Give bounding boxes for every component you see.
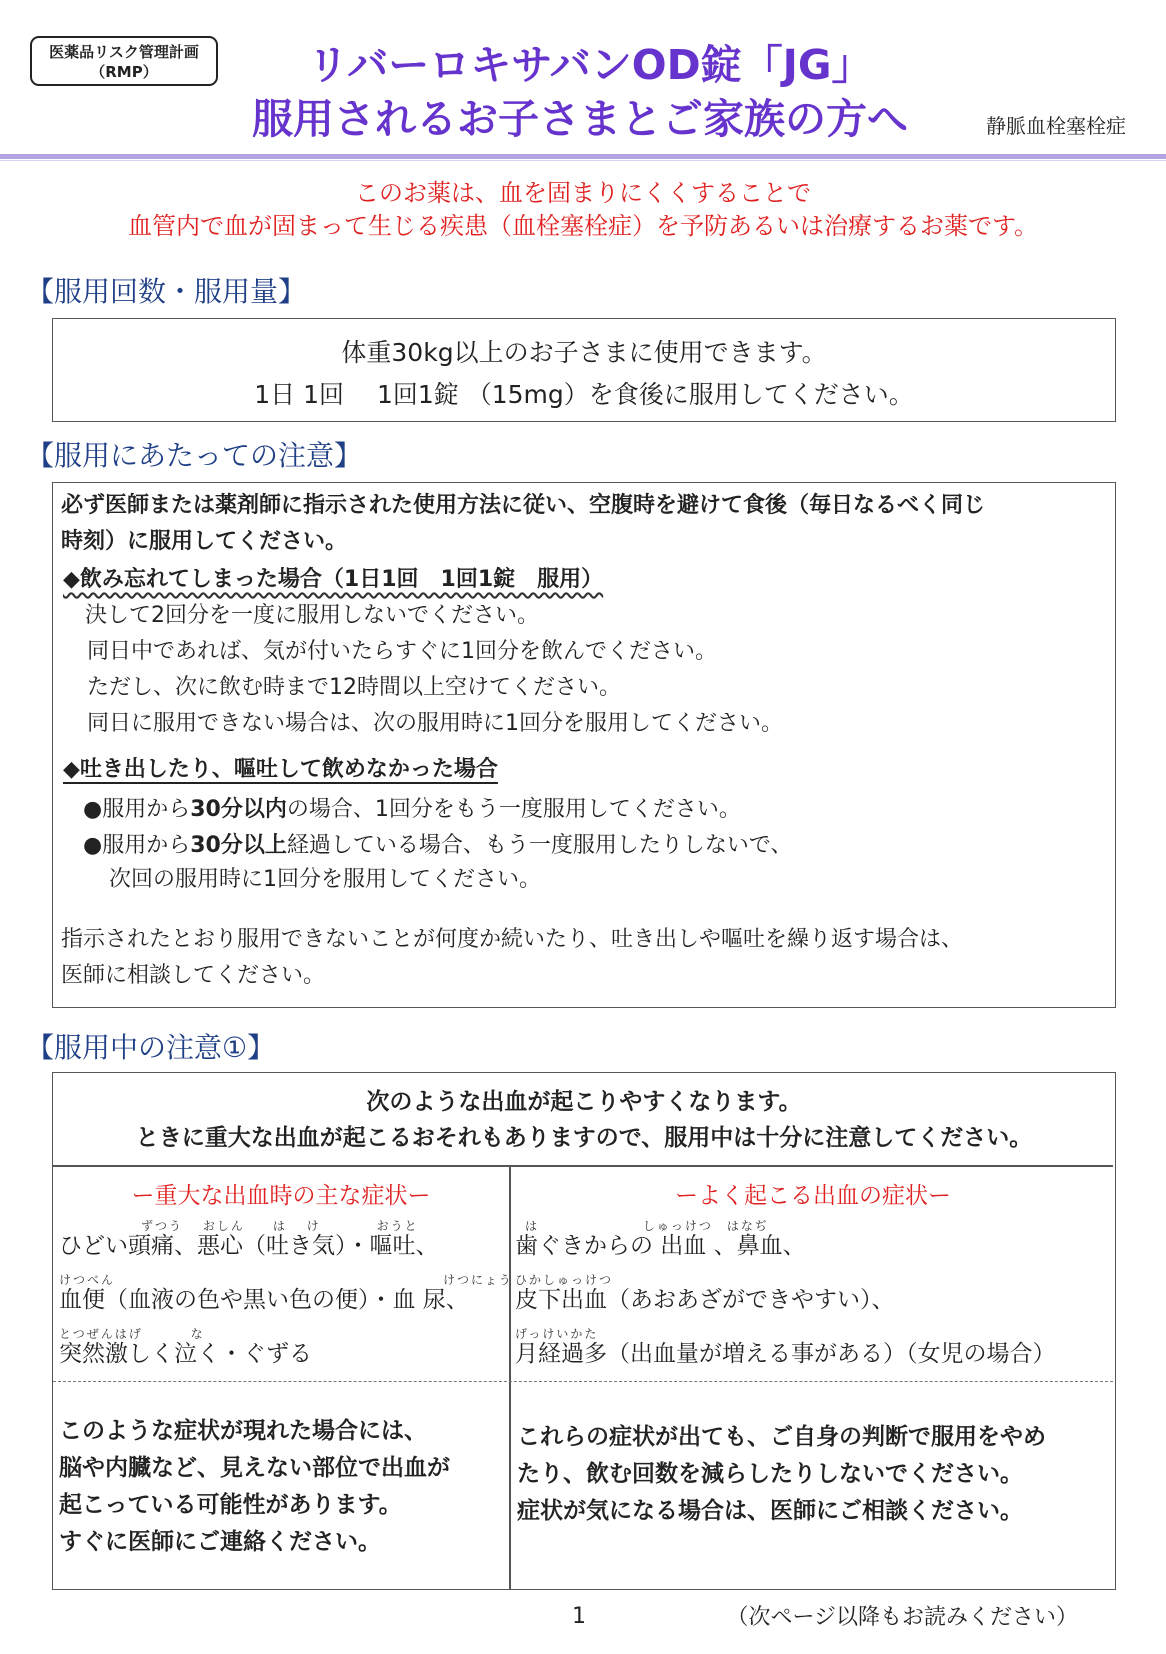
precautions-box	[52, 482, 1116, 1008]
during-alert-line2: ときに重大な出血が起こるおそれもありますので、服用中は十分に注意してください。	[135, 1125, 1033, 1151]
rmp-badge-line2: （RMP）	[90, 63, 158, 81]
vomit-item1	[83, 795, 741, 825]
left-column-title: ー重大な出血時の主な症状ー	[131, 1183, 431, 1209]
table-center-rule	[509, 1165, 511, 1589]
header-rule-thin	[0, 160, 1166, 161]
right-advice-line1: これらの症状が出ても、ご自身の判断で服用をやめ	[517, 1424, 1046, 1450]
right-symptom2: 皮下出血（あおあざができやすい）、	[515, 1287, 895, 1313]
right-ruby2: ひかしゅっけつ	[515, 1273, 614, 1287]
table-dashed-rule	[53, 1381, 1113, 1382]
right-column-title: ーよく起こる出血の症状ー	[675, 1183, 951, 1209]
vomit-item2-post: 経過している場合、もう一度服用したりしないで、	[286, 833, 793, 858]
right-advice-line3: 症状が気になる場合は、医師にご相談ください。	[517, 1498, 1023, 1524]
right-ruby1: は しゅっけつ はなぢ	[525, 1219, 769, 1233]
left-ruby1: ずつう おしん は け おうと	[141, 1219, 419, 1233]
vomit-item1-pre: ●服用から	[83, 797, 191, 822]
intro-line2: 血管内で血が固まって生じる疾患（血栓塞栓症）を予防あるいは治療するお薬です。	[127, 212, 1039, 240]
precautions-footer-line2: 医師に相談してください。	[61, 963, 326, 988]
precautions-footer-line1: 指示されたとおり服用できないことが何度か続いたり、吐き出しや嘔吐を繰り返す場合は、	[61, 927, 964, 952]
disease-label: 静脈血栓塞栓症	[986, 114, 1126, 138]
precautions-warning-line1: 必ず医師または薬剤師に指示された使用方法に従い、空腹時を避けて食後（毎日なるべく同じ	[61, 493, 986, 518]
vomit-item2-bold: 30分以上	[190, 833, 287, 858]
left-ruby3: とつぜんはげ な	[59, 1327, 205, 1341]
vomit-item2-cont: 次回の服用時に1回分を服用してください。	[109, 867, 541, 892]
precautions-warning-line2: 時刻）に服用してください。	[61, 529, 348, 554]
missed-dose-heading: ◆飲み忘れてしまった場合（1日1回 1回1錠 服用）	[63, 567, 604, 592]
page-title-line2: 服用されるお子さまとご家族の方へ	[252, 95, 908, 143]
continue-note: （次ページ以降もお読みください）	[726, 1605, 1078, 1630]
rmp-badge	[30, 36, 218, 86]
dosage-heading: 【服用回数・服用量】	[26, 275, 307, 308]
missed-dose-line1: 決して2回分を一度に服用しないでください。	[85, 603, 539, 628]
vomit-item1-bold: 30分以内	[190, 797, 287, 822]
left-symptom1: ひどい頭痛、悪心（吐き気）・嘔吐、	[59, 1233, 439, 1259]
left-ruby2b: けつにょう	[443, 1273, 513, 1287]
right-ruby3: げっけいかた	[515, 1327, 599, 1341]
vomit-item2-pre: ●服用から	[83, 833, 191, 858]
during-alert-line1: 次のような出血が起こりやすくなります。	[366, 1089, 802, 1115]
page-number: 1	[572, 1604, 586, 1629]
header-rule	[0, 154, 1166, 159]
vomit-item1-post: の場合、1回分をもう一度服用してください。	[286, 797, 741, 822]
left-advice-line2: 脳や内臓など、見えない部位で出血が	[59, 1455, 450, 1481]
during-box	[52, 1072, 1116, 1590]
dosage-line2: 1日 1回 1回1錠 （15mg）を食後に服用してください。	[254, 380, 914, 409]
precautions-heading: 【服用にあたっての注意】	[26, 439, 363, 472]
vomit-item2	[83, 831, 792, 861]
rmp-badge-line1: 医薬品リスク管理計画	[49, 43, 199, 61]
missed-dose-line3: ただし、次に飲む時まで12時間以上空けてください。	[87, 675, 621, 700]
missed-dose-line2: 同日中であれば、気が付いたらすぐに1回分を飲んでください。	[87, 639, 717, 664]
right-advice-line2: たり、飲む回数を減らしたりしないでください。	[517, 1461, 1023, 1487]
dosage-line1: 体重30kg以上のお子さまに使用できます。	[341, 338, 827, 367]
left-advice-line3: 起こっている可能性があります。	[59, 1492, 402, 1518]
page-title-line1: リバーロキサバンOD錠「JG」	[307, 41, 873, 89]
table-top-rule	[53, 1165, 1113, 1167]
left-advice-line1: このような症状が現れた場合には、	[59, 1418, 427, 1444]
intro-line1: このお薬は、血を固まりにくくすることで	[355, 179, 811, 207]
right-symptom1: 歯ぐきからの 出血 、鼻血、	[515, 1233, 806, 1259]
missed-dose-line4: 同日に服用できない場合は、次の服用時に1回分を服用してください。	[87, 711, 783, 736]
left-symptom2: 血便（血液の色や黒い色の便）・血 尿、	[59, 1287, 469, 1313]
right-symptom3: 月経過多（出血量が増える事がある）（女児の場合）	[515, 1341, 1056, 1367]
left-symptom3: 突然激しく泣く・ぐずる	[59, 1341, 312, 1367]
vomit-heading: ◆吐き出したり、嘔吐して飲めなかった場合	[63, 757, 498, 782]
during-heading: 【服用中の注意①】	[26, 1031, 276, 1064]
left-ruby2a: けつべん	[59, 1273, 116, 1287]
left-advice-line4: すぐに医師にご連絡ください。	[59, 1529, 381, 1555]
dosage-box	[52, 318, 1116, 422]
